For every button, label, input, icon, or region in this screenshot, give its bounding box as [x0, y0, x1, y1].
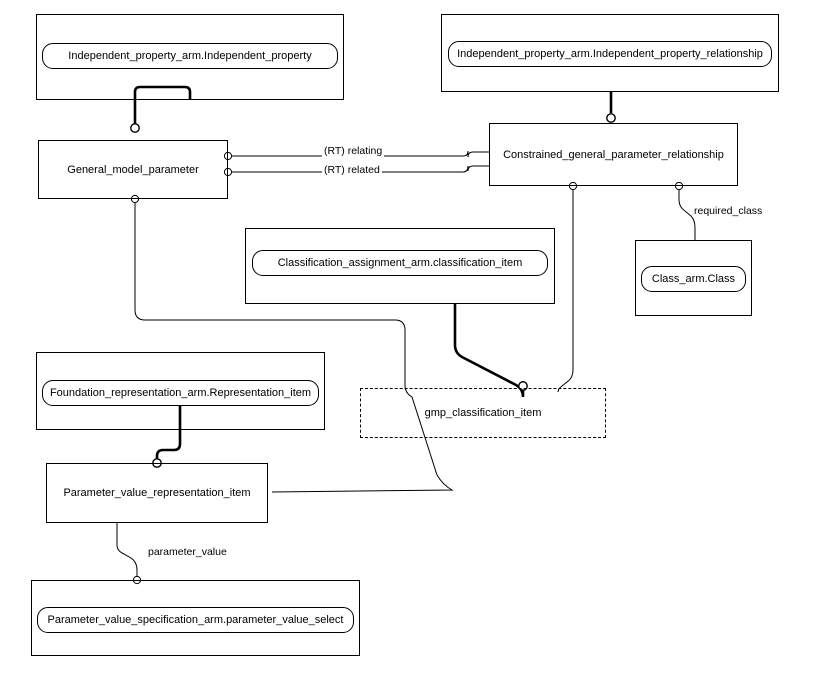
node-class-arm-class-label[interactable]: Class_arm.Class: [641, 266, 746, 292]
node-parameter-value-representation-item-label: Parameter_value_representation_item: [63, 487, 251, 499]
node-general-model-parameter-label: General_model_parameter: [67, 163, 199, 176]
node-constrained-general-parameter-relationship-label: Constrained_general_parameter_relationship: [503, 148, 724, 161]
node-gmp-classification-item-label: gmp_classification_item: [424, 407, 542, 419]
node-classification-item-label[interactable]: Classification_assignment_arm.classification_item: [252, 250, 548, 276]
node-independent-property-relationship-label[interactable]: Independent_property_arm.Independent_property_relationship: [448, 41, 772, 67]
edge-label-rt-relating: (RT) relating: [324, 145, 383, 157]
node-independent-property-label[interactable]: Independent_property_arm.Independent_property: [42, 43, 338, 69]
edge-label-parameter-value: parameter_value: [148, 546, 227, 558]
node-representation-item-label[interactable]: Foundation_representation_arm.Representation_item: [42, 380, 319, 406]
edge-label-required-class: required_class: [694, 205, 763, 217]
edge-label-rt-related: (RT) related: [324, 164, 380, 176]
node-parameter-value-select-label[interactable]: Parameter_value_specification_arm.parameter_value_select: [37, 607, 354, 633]
